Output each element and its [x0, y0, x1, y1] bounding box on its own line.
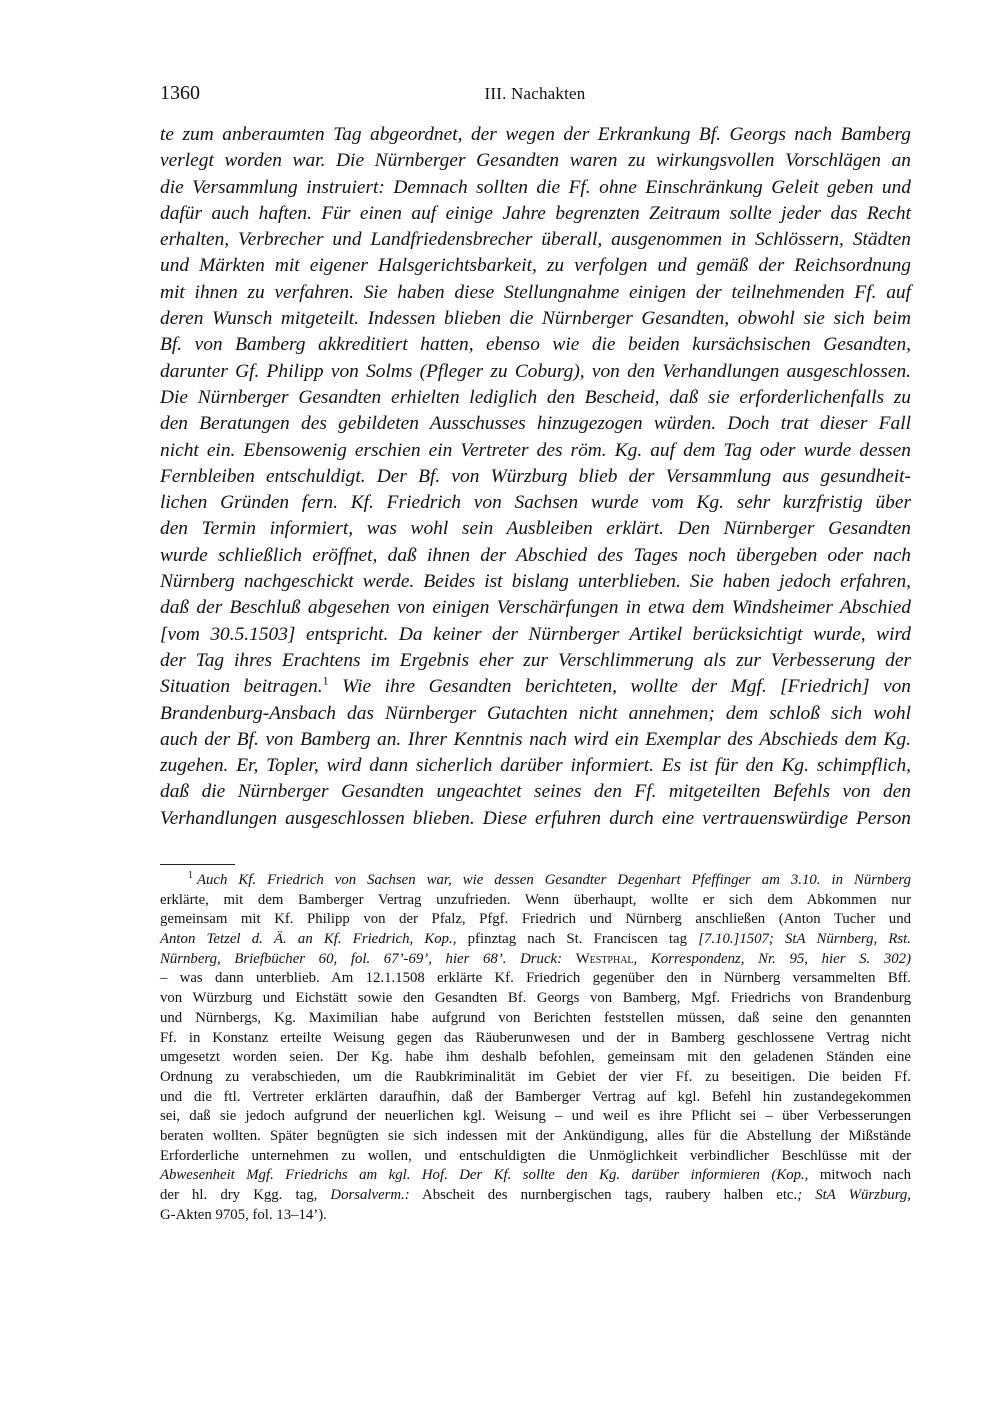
footnote-text: Anton Tetzel d. Ä. an Kf. Friedrich, Kop., [160, 931, 457, 948]
footnote-block [160, 871, 911, 1225]
text-line: zugehen. Er, Topler, wird dann sicherlich darüber informiert. Es ist für den Kg. schimpflich, [160, 755, 911, 777]
text-line: Fernbleiben entschuldigt. Der Bf. von Würzburg blieb der Versammlung aus gesundheit- [160, 465, 911, 487]
text-line: [vom 30.5.1503] entspricht. Da keiner der Nürnberger Artikel berücksichtigt wurde, wird [160, 623, 911, 645]
footnote-quote: Abscheit des nurnbergischen tags, raubery halben etc. [409, 1187, 798, 1203]
footnote-line: beraten wollten. Später begnügten sie sich indessen mit der Ankündigung, alles für die Abstellung der Mißstände [160, 1127, 911, 1144]
footnote-line: – was dann unterblieb. Am 12.1.1508 erklärte Kf. Friedrich gegenüber den in Nürnberg versammelten Bff. [160, 970, 911, 987]
footnote-text: , Korrespondenz, Nr. 95, hier S. 302) [633, 950, 911, 967]
footnote-number: 1 [188, 870, 193, 882]
footnote-line: und die ftl. Vertreter erklärten daraufhin, daß der Bamberger Vertrag auf kgl. Befehl hin zustandegekommen [160, 1088, 911, 1105]
text-segment: Wie ihre Gesandten berichteten, wollte der Mgf. [Friedrich] von [328, 676, 911, 698]
running-head: III. Nachakten [484, 84, 586, 103]
footnote-author: Westphal [575, 950, 634, 967]
footnote-line: umgesetzt worden seien. Der Kg. habe ihm deshalb befohlen, gemeinsam mit den geladenen Ständen eine [160, 1049, 911, 1066]
text-line: daß die Nürnberger Gesandten ungeachtet seines den Ff. mitgeteilten Befehls von den [160, 781, 911, 803]
footnote-line: sei, daß sie jedoch aufgrund der neuerlichen kgl. Weisung – und weil es ihre Pflicht sei – über Verbesserungen [160, 1108, 911, 1125]
text-line: dafür auch haften. Für einen auf einige Jahre begrenzten Zeitraum sollte jeder das Recht [160, 202, 911, 224]
footnote-line: und Nürnbergs, Kg. Maximilian habe aufgrund von Berichten feststellen müssen, daß seine den genannten [160, 1009, 911, 1026]
text-line: nicht ein. Ebensowenig erschien ein Vertreter des röm. Kg. auf dem Tag oder wurde dessen [160, 439, 911, 461]
text-line: den Beratungen des gebildeten Ausschusses hinzugezogen würden. Doch trat dieser Fall [160, 413, 911, 435]
footnote-text: Abwesenheit Mgf. Friedrichs am kgl. Hof. Der Kf. sollte den Kg. darüber informieren (Kop., [160, 1167, 809, 1184]
text-line: deren Wunsch mitgeteilt. Indessen blieben die Nürnberger Gesandten, obwohl sie sich beim [160, 308, 911, 330]
footnote-line: Erforderliche unternehmen zu wollen, und entschuldigten die Unmöglichkeit verbindlicher Beschlüsse mit der [160, 1147, 911, 1164]
text-line: verlegt worden war. Die Nürnberger Gesandten waren zu wirkungsvollen Vorschlägen an [160, 150, 911, 172]
footnote-line [160, 1166, 911, 1186]
footnote-text: Nürnberg, Briefbücher 60, fol. 67’-69’, hier 68’. Druck: [160, 950, 576, 967]
footnote-line: Ff. in Konstanz erteilte Weisung gegen das Räuberunwesen und der in Bamberg geschlossene Vertrag nicht [160, 1029, 911, 1046]
text-line: wurde schließlich eröffnet, daß ihnen der Abschied des Tages noch übergeben oder nach [160, 544, 911, 566]
main-text-block [160, 122, 911, 832]
text-line: den Termin informiert, was wohl sein Ausbleiben erklärt. Den Nürnberger Gesandten [160, 518, 911, 540]
footnote-quote: mitwoch nach [808, 1167, 911, 1184]
footnote-line [160, 871, 911, 891]
footnote-reference[interactable]: 1 [322, 673, 329, 688]
text-line: der Tag ihres Erachtens im Ergebnis eher zur Verschlimmerung als zur Verbesserung der [160, 649, 911, 671]
text-line: darunter Gf. Philipp von Solms (Pfleger zu Coburg), von den Verhandlungen ausgeschlossen. [160, 360, 911, 382]
text-line: lichen Gründen fern. Kf. Friedrich von Sachsen wurde vom Kg. sehr kurzfristig über [160, 492, 911, 514]
text-segment: Situation beitragen. [160, 676, 323, 698]
footnote-text: [7.10.]1507; StA Nürnberg, Rst. [698, 931, 911, 948]
footnote-line [160, 1186, 911, 1206]
text-line: auch der Bf. von Bamberg an. Ihrer Kenntnis nach wird ein Exemplar des Abschieds dem Kg. [160, 728, 911, 750]
page-number: 1360 [160, 82, 200, 104]
text-line: Verhandlungen ausgeschlossen blieben. Diese erfuhren durch eine vertrauenswürdige Person [160, 807, 911, 829]
footnote-line [160, 930, 911, 950]
footnote-line: von Würzburg und Eichstätt sowie den Gesandten Bf. Georgs von Bamberg, Mgf. Friedrichs von Brandenburg [160, 990, 911, 1007]
text-line: daß der Beschluß abgesehen von einigen Verschärfungen in etwa dem Windsheimer Abschied [160, 597, 911, 619]
text-line: die Versammlung instruiert: Demnach sollten die Ff. ohne Einschränkung Geleit geben und [160, 176, 911, 198]
footnote-text: ; StA Würzburg, [797, 1187, 912, 1203]
text-line: und Märkten mit eigener Halsgerichtsbarkeit, zu verfolgen und gemäß der Reichsordnung [160, 255, 911, 277]
footnote-line: gemeinsam mit Kf. Philipp von der Pfalz, Pfgf. Friedrich und Nürnberg anschließen (Anton Tucher und [160, 911, 911, 928]
footnote-quote: der hl. dry Kgg. tag, [160, 1187, 331, 1203]
footnote-line: Ordnung zu verabschieden, um die Raubkriminalität im Gebiet der vier Ff. zu beseitigen. Die beiden Ff. [160, 1068, 911, 1085]
text-line-with-footnote-ref [160, 674, 911, 700]
footnote-quote: pfinztag nach St. Franciscen tag [456, 931, 699, 948]
text-line: te zum anberaumten Tag abgeordnet, der wegen der Erkrankung Bf. Georgs nach Bamberg [160, 124, 911, 145]
footnote-line: G-Akten 9705, fol. 13–14’). [160, 1206, 327, 1223]
text-line: erhalten, Verbrecher und Landfriedensbrecher überall, ausgenommen in Schlössern, Städten [160, 229, 911, 251]
text-line: Die Nürnberger Gesandten erhielten lediglich den Bescheid, daß sie erforderlichenfalls zu [160, 386, 911, 408]
text-line: Brandenburg-Ansbach das Nürnberger Gutachten nicht annehmen; dem schloß sich wohl [160, 702, 911, 724]
footnote-separator [160, 864, 235, 865]
footnote-text: Dorsalverm.: [330, 1187, 410, 1203]
text-line: Nürnberg nachgeschickt werde. Beides ist bislang unterblieben. Sie haben jedoch erfahren, [160, 571, 911, 593]
text-line: Bf. von Bamberg akkreditiert hatten, ebenso wie die beiden kursächsischen Gesandten, [160, 334, 911, 356]
text-line: mit ihnen zu verfahren. Sie haben diese Stellungnahme einigen der teilnehmenden Ff. auf [160, 281, 911, 303]
footnote-line: erklärte, mit dem Bamberger Vertrag unzufrieden. Wenn überhaupt, wollte er sich dem Abkommen nur [160, 891, 911, 908]
footnote-text: Auch Kf. Friedrich von Sachsen war, wie dessen Gesandter Degenhart Pfeffinger am 3.10. in Nürnberg [197, 872, 911, 888]
footnote-line [160, 950, 911, 970]
